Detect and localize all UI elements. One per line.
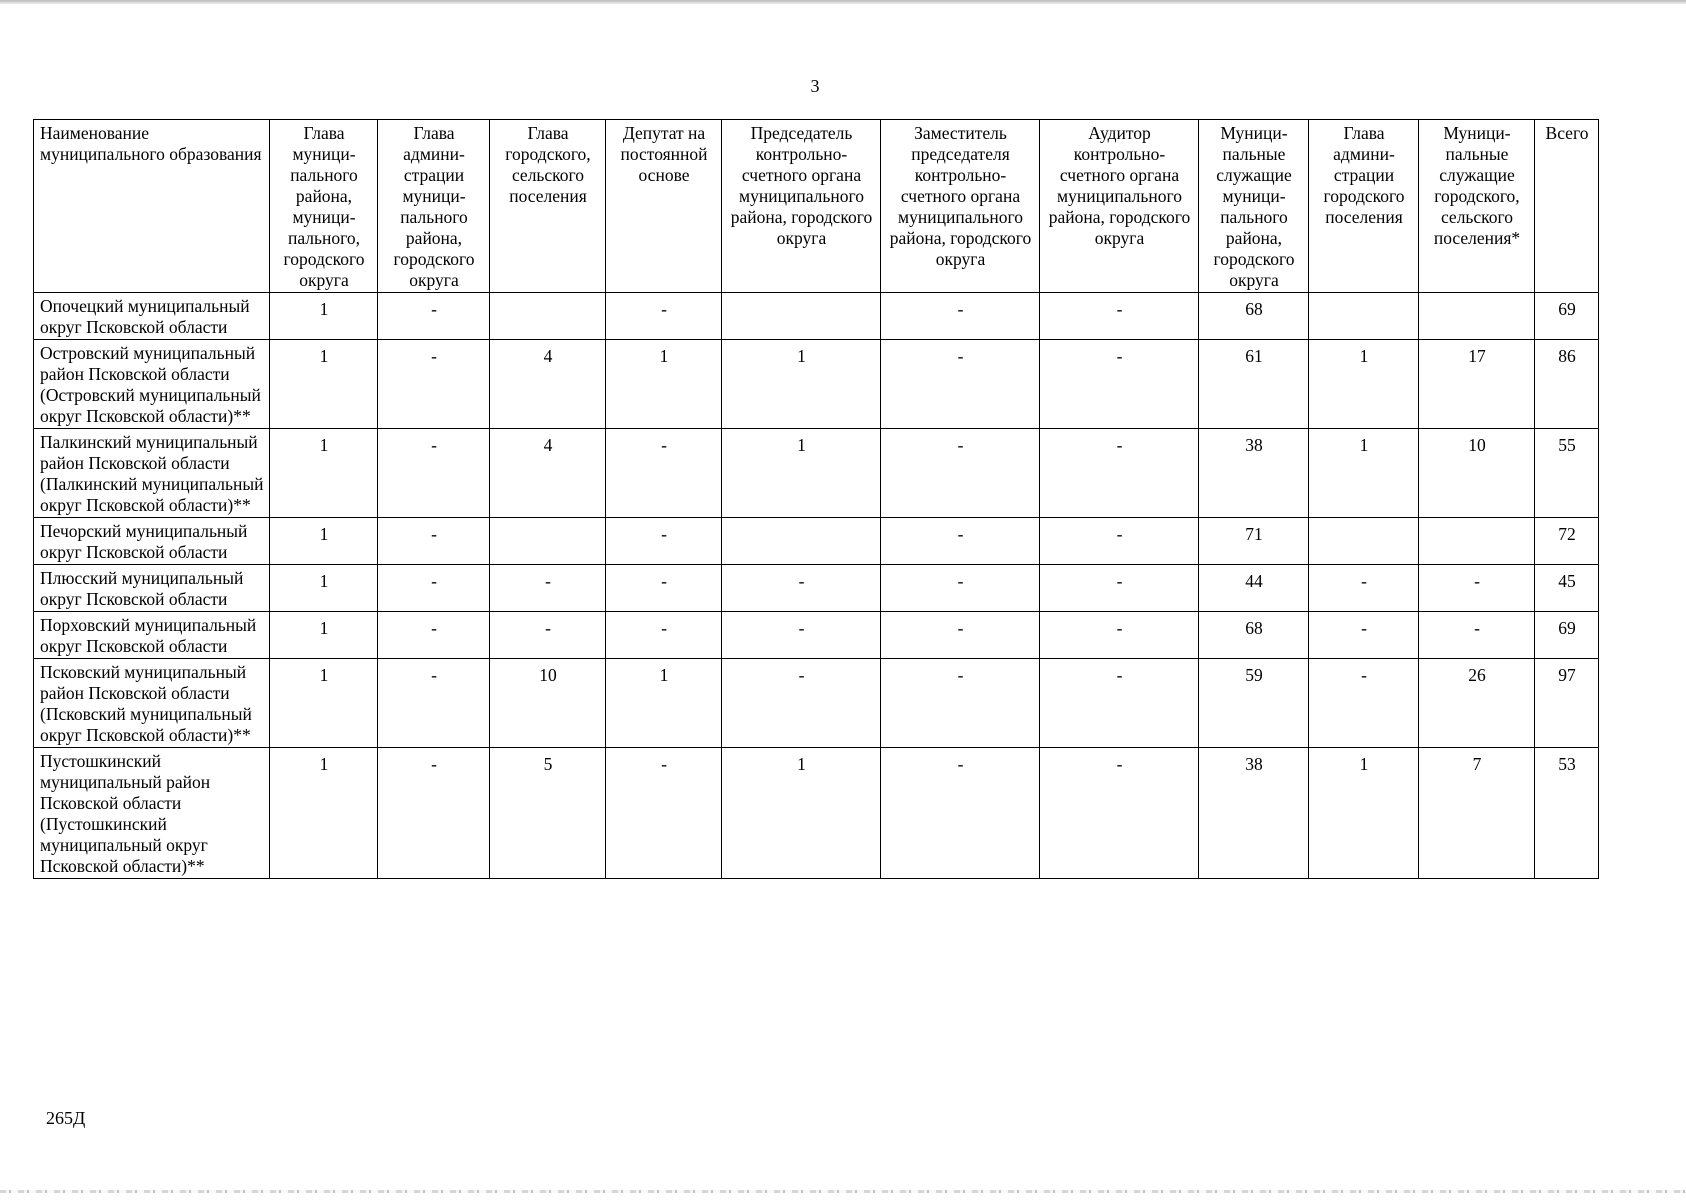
value-cell: 1 (270, 518, 378, 565)
scan-edge-bottom (0, 1190, 1686, 1193)
value-cell (1419, 518, 1535, 565)
value-cell: - (606, 612, 722, 659)
value-cell: 1 (722, 429, 881, 518)
value-cell: - (490, 612, 606, 659)
value-cell: 1 (270, 748, 378, 879)
value-cell: - (881, 340, 1040, 429)
value-cell: - (378, 518, 490, 565)
value-cell: - (378, 612, 490, 659)
value-cell: - (1309, 612, 1419, 659)
value-cell: - (606, 293, 722, 340)
value-cell: - (881, 518, 1040, 565)
value-cell: 59 (1199, 659, 1309, 748)
total-cell: 69 (1535, 293, 1599, 340)
value-cell (1419, 293, 1535, 340)
table-row (34, 293, 1599, 340)
value-cell: - (378, 293, 490, 340)
column-header: Всего (1535, 120, 1599, 293)
value-cell (722, 518, 881, 565)
value-cell: 1 (270, 429, 378, 518)
value-cell: 68 (1199, 293, 1309, 340)
value-cell: 1 (270, 340, 378, 429)
value-cell: - (378, 748, 490, 879)
table-row (34, 518, 1599, 565)
municipality-name-cell: Порховский муниципальный округ Псковской области (34, 612, 270, 659)
municipality-name-cell: Печорский муниципальный округ Псковской области (34, 518, 270, 565)
value-cell: - (881, 293, 1040, 340)
value-cell: 1 (1309, 748, 1419, 879)
column-header: Заместитель председателя контрольно-счетного органа муниципального района, городского округа (881, 120, 1040, 293)
value-cell: 71 (1199, 518, 1309, 565)
value-cell: 1 (722, 748, 881, 879)
value-cell: - (1040, 659, 1199, 748)
value-cell: - (1040, 565, 1199, 612)
value-cell (722, 293, 881, 340)
value-cell (490, 518, 606, 565)
value-cell: - (881, 659, 1040, 748)
value-cell: - (1040, 429, 1199, 518)
value-cell: - (1040, 518, 1199, 565)
value-cell: 44 (1199, 565, 1309, 612)
value-cell: - (606, 518, 722, 565)
column-header: Глава городского, сельского поселения (490, 120, 606, 293)
value-cell: 17 (1419, 340, 1535, 429)
municipality-name-cell: Островский муниципальный район Псковской области (Островский муниципальный округ Псковской области)** (34, 340, 270, 429)
table-row (34, 429, 1599, 518)
value-cell: - (606, 748, 722, 879)
value-cell: 1 (270, 565, 378, 612)
value-cell: - (881, 429, 1040, 518)
column-header: Муници-пальные служащие муници-пального района, городского округа (1199, 120, 1309, 293)
value-cell: - (1419, 565, 1535, 612)
column-header: Глава админи-страции городского поселения (1309, 120, 1419, 293)
table-row (34, 659, 1599, 748)
column-header: Депутат на постоянной основе (606, 120, 722, 293)
value-cell: 1 (1309, 429, 1419, 518)
value-cell: - (378, 659, 490, 748)
table-row (34, 612, 1599, 659)
total-cell: 45 (1535, 565, 1599, 612)
value-cell: - (1309, 565, 1419, 612)
value-cell: 1 (270, 293, 378, 340)
value-cell: - (1309, 659, 1419, 748)
page-number: 3 (810, 76, 820, 96)
value-cell: 1 (606, 340, 722, 429)
value-cell (1309, 518, 1419, 565)
value-cell (1309, 293, 1419, 340)
value-cell: - (1040, 748, 1199, 879)
value-cell: - (606, 429, 722, 518)
column-header: Наименование муниципального образования (34, 120, 270, 293)
value-cell: 7 (1419, 748, 1535, 879)
value-cell: - (881, 612, 1040, 659)
total-cell: 69 (1535, 612, 1599, 659)
value-cell: - (1040, 340, 1199, 429)
value-cell: - (881, 565, 1040, 612)
column-header: Глава админи-страции муници-пального района, городского округа (378, 120, 490, 293)
municipality-name-cell: Палкинский муниципальный район Псковской области (Палкинский муниципальный округ Псковской области)** (34, 429, 270, 518)
value-cell: 1 (270, 612, 378, 659)
column-header: Глава муници-пального района, муници-пального, городского округа (270, 120, 378, 293)
value-cell: 4 (490, 429, 606, 518)
municipality-name-cell: Плюсский муниципальный округ Псковской области (34, 565, 270, 612)
value-cell: - (378, 340, 490, 429)
table-header-row (34, 120, 1599, 293)
column-header: Муници-пальные служащие городского, сельского поселения* (1419, 120, 1535, 293)
column-header: Аудитор контрольно-счетного органа муниципального района, городского округа (1040, 120, 1199, 293)
value-cell: - (378, 429, 490, 518)
value-cell: - (1040, 612, 1199, 659)
value-cell: - (490, 565, 606, 612)
value-cell: - (881, 748, 1040, 879)
value-cell (490, 293, 606, 340)
total-cell: 53 (1535, 748, 1599, 879)
value-cell: - (1419, 612, 1535, 659)
table-row (34, 748, 1599, 879)
value-cell: - (722, 565, 881, 612)
value-cell: 38 (1199, 429, 1309, 518)
table-row (34, 340, 1599, 429)
value-cell: 1 (1309, 340, 1419, 429)
total-cell: 55 (1535, 429, 1599, 518)
value-cell: 5 (490, 748, 606, 879)
value-cell: 1 (606, 659, 722, 748)
total-cell: 86 (1535, 340, 1599, 429)
value-cell: 10 (490, 659, 606, 748)
scan-edge-top (0, 0, 1686, 4)
value-cell: 61 (1199, 340, 1309, 429)
municipality-name-cell: Пустошкинский муниципальный район Псковской области (Пустошкинский муниципальный округ Псковской области)** (34, 748, 270, 879)
total-cell: 72 (1535, 518, 1599, 565)
value-cell: 38 (1199, 748, 1309, 879)
value-cell: 26 (1419, 659, 1535, 748)
value-cell: 1 (722, 340, 881, 429)
value-cell: - (1040, 293, 1199, 340)
table-row (34, 565, 1599, 612)
value-cell: - (722, 659, 881, 748)
value-cell: - (378, 565, 490, 612)
municipality-name-cell: Псковский муниципальный район Псковской области (Псковский муниципальный округ Псковской области)** (34, 659, 270, 748)
total-cell: 97 (1535, 659, 1599, 748)
value-cell: - (722, 612, 881, 659)
value-cell: 4 (490, 340, 606, 429)
municipality-name-cell: Опочецкий муниципальный округ Псковской области (34, 293, 270, 340)
value-cell: 68 (1199, 612, 1309, 659)
staff-count-table (33, 119, 1599, 879)
value-cell: 10 (1419, 429, 1535, 518)
document-code: 265Д (46, 1108, 86, 1128)
value-cell: - (606, 565, 722, 612)
value-cell: 1 (270, 659, 378, 748)
column-header: Председатель контрольно-счетного органа муниципального района, городского округа (722, 120, 881, 293)
